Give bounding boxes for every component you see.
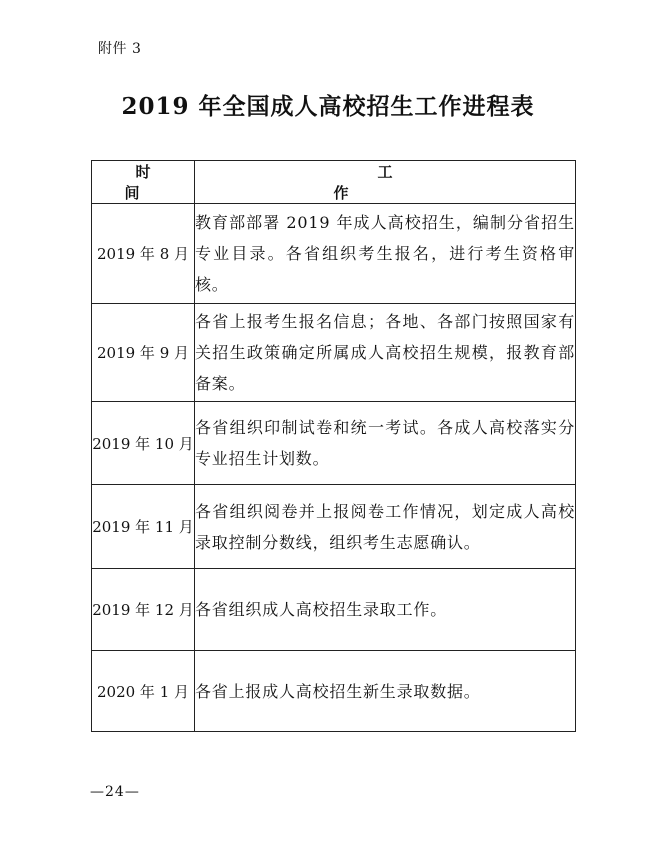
row-work: 各省组织印制试卷和统一考试。各成人高校落实分专业招生计划数。 xyxy=(195,402,576,485)
row-work: 各省组织成人高校招生录取工作。 xyxy=(195,569,576,651)
table-header-row xyxy=(92,161,576,204)
attachment-label: 附件 3 xyxy=(98,41,142,57)
table-row xyxy=(92,485,576,569)
page-title: 2019 年全国成人高校招生工作进程表 xyxy=(121,93,535,120)
table-row xyxy=(92,204,576,304)
row-time: 2019 年 12 月 xyxy=(92,569,195,651)
row-time: 2019 年 10 月 xyxy=(92,402,195,485)
table-row xyxy=(92,569,576,651)
header-time xyxy=(92,161,195,204)
table-row xyxy=(92,304,576,402)
row-time: 2020 年 1 月 xyxy=(92,651,195,732)
table-row xyxy=(92,651,576,732)
header-time-label: 时 间 xyxy=(124,163,173,202)
schedule-table xyxy=(91,160,576,732)
header-work xyxy=(195,161,576,204)
row-work: 各省组织阅卷并上报阅卷工作情况，划定成人高校录取控制分数线，组织考生志愿确认。 xyxy=(195,485,576,569)
row-time: 2019 年 9 月 xyxy=(92,304,195,402)
header-work-label: 工 作 xyxy=(333,163,481,202)
row-time: 2019 年 8 月 xyxy=(92,204,195,304)
row-time: 2019 年 11 月 xyxy=(92,485,195,569)
page-number: —24— xyxy=(90,784,140,800)
row-work: 各省上报考生报名信息；各地、各部门按照国家有关招生政策确定所属成人高校招生规模，报教育部备案。 xyxy=(195,304,576,402)
row-work: 各省上报成人高校招生新生录取数据。 xyxy=(195,651,576,732)
row-work: 教育部部署 2019 年成人高校招生，编制分省招生专业目录。各省组织考生报名，进行考生资格审核。 xyxy=(195,204,576,304)
table-row xyxy=(92,402,576,485)
